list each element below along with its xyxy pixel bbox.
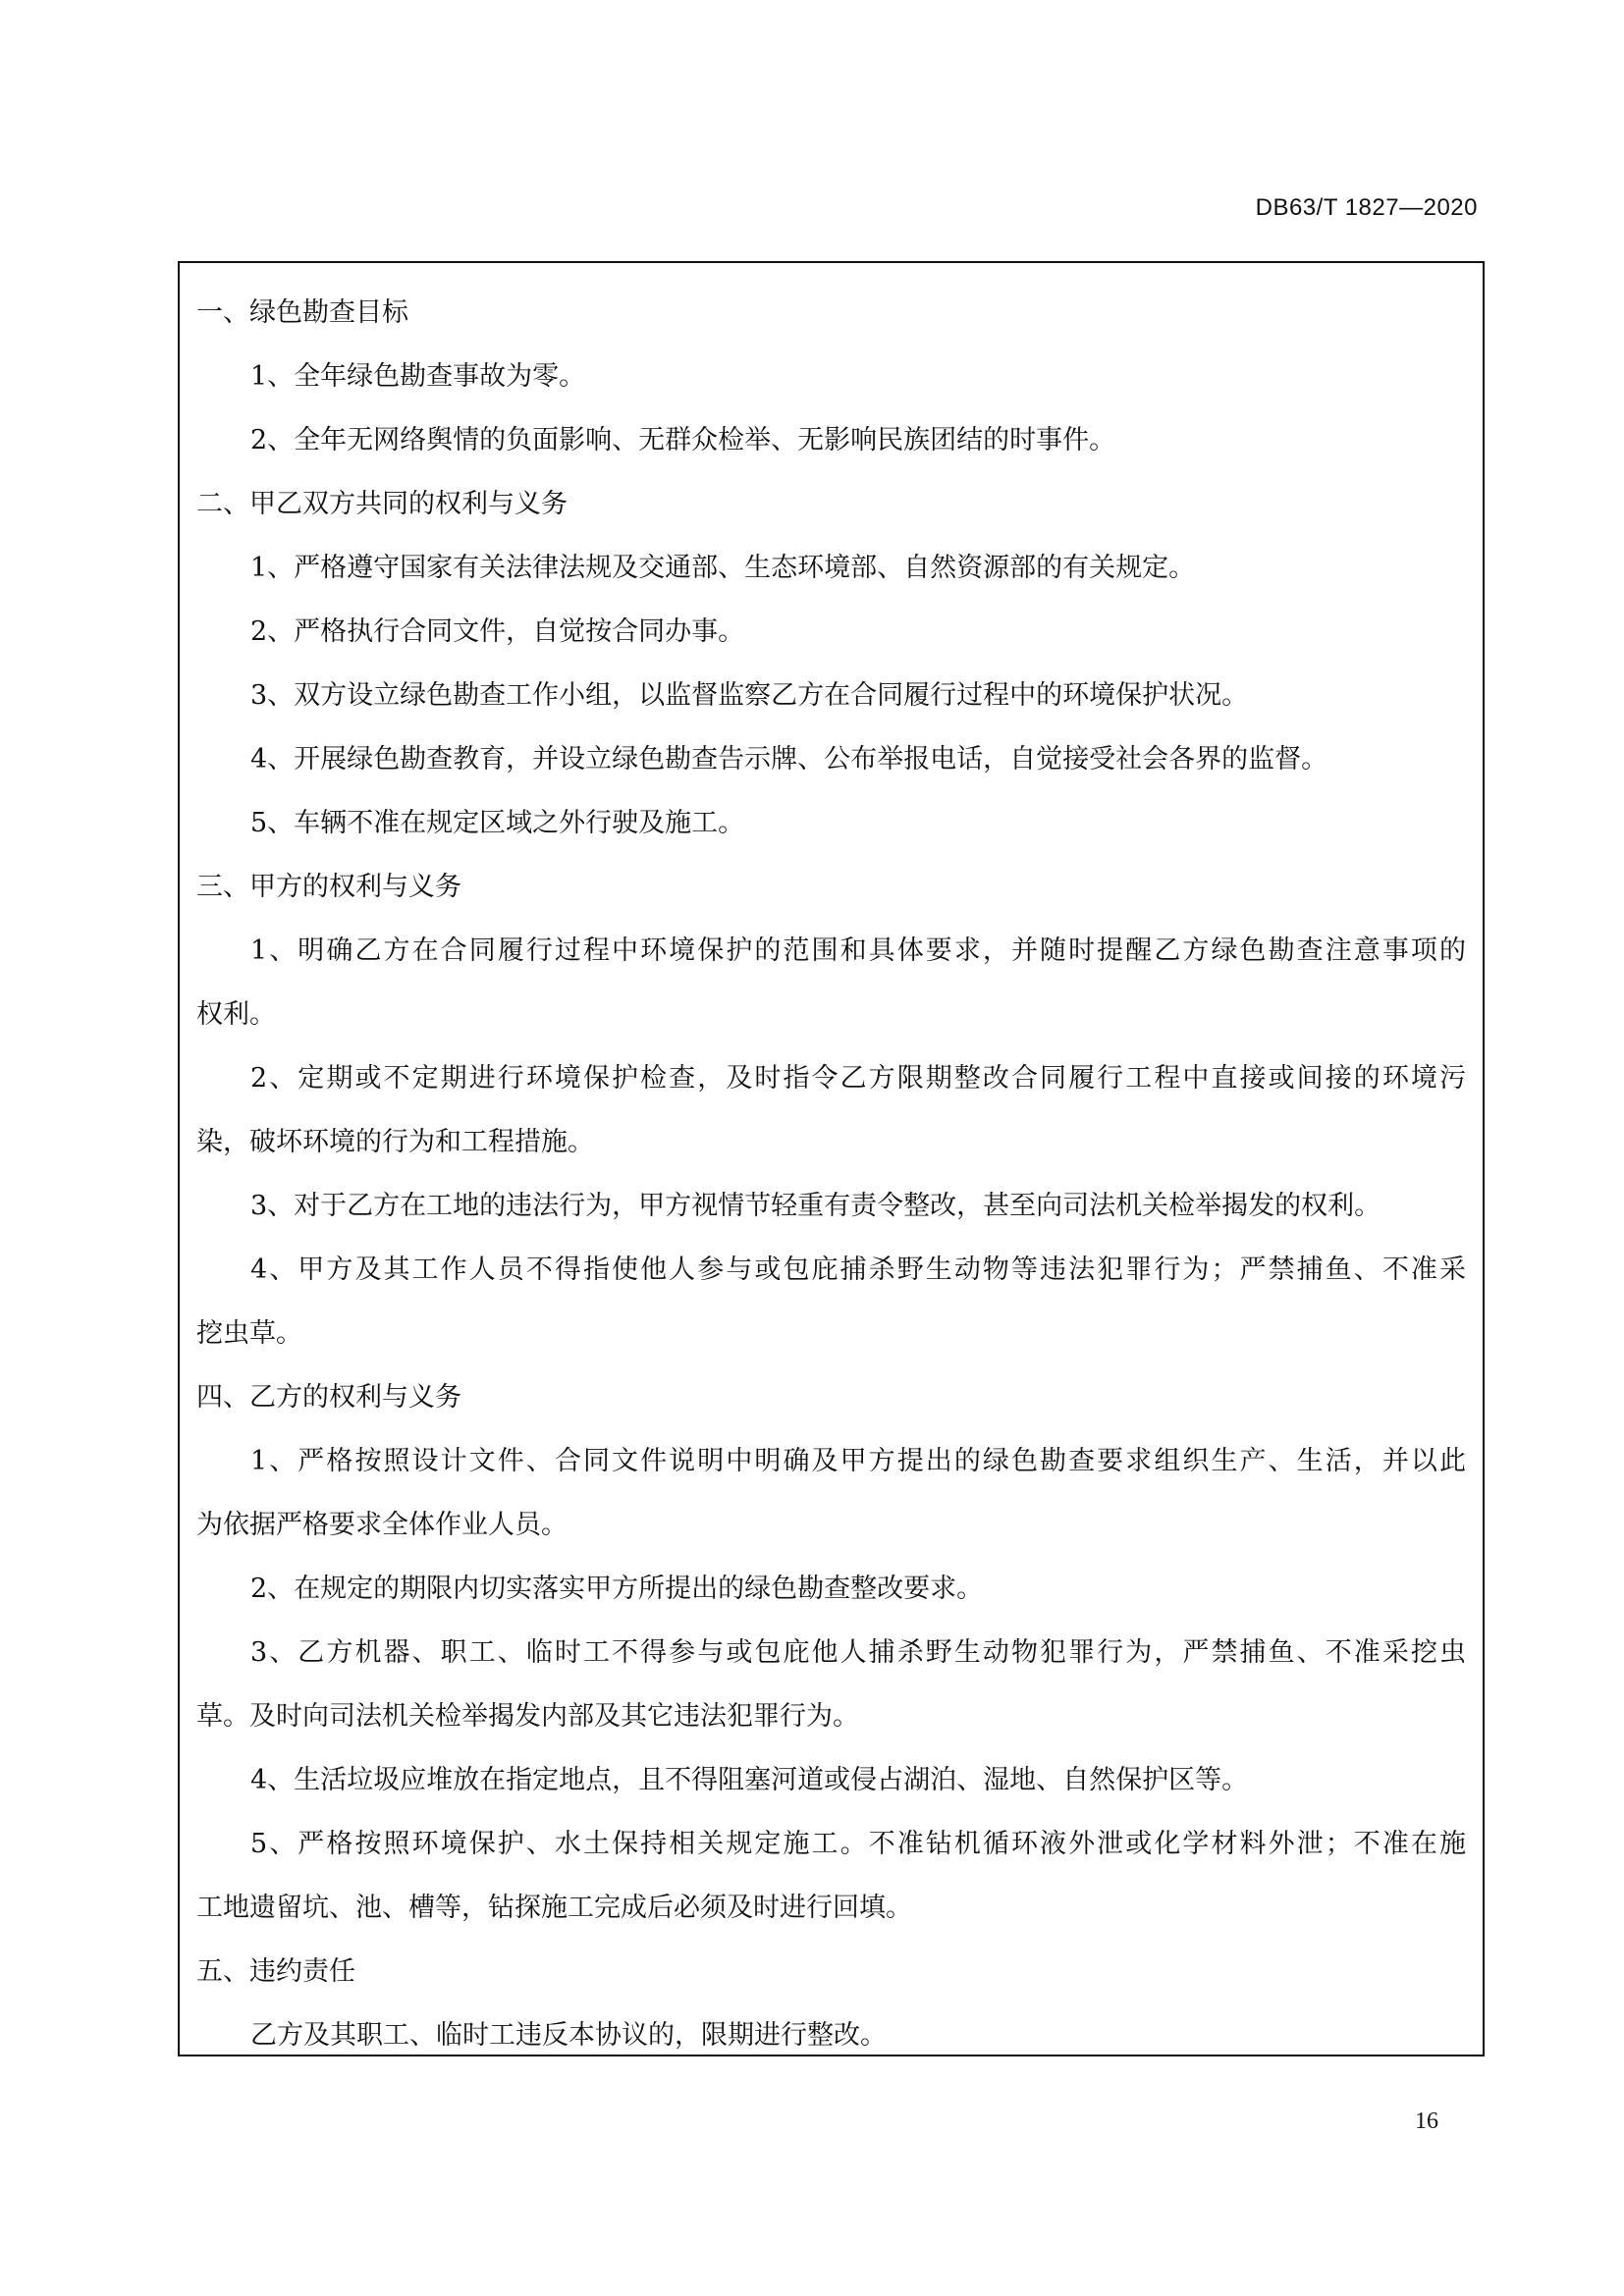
party-a-item-2-line-1: 2、定期或不定期进行环境保护检查，及时指令乙方限期整改合同履行工程中直接或间接的环境污	[250, 1063, 1466, 1094]
party-b-item-1-line-1: 1、严格按照设计文件、合同文件说明中明确及甲方提出的绿色勘查要求组织生产、生活，并以此	[250, 1446, 1466, 1476]
party-b-item-5-line-1: 5、严格按照环境保护、水土保持相关规定施工。不准钻机循环液外泄或化学材料外泄；不准在施	[250, 1829, 1466, 1859]
section-heading-liability: 五、违约责任	[196, 1956, 355, 1987]
party-a-item-4-line-2: 挖虫草。	[196, 1318, 302, 1349]
party-a-item-1-line-1: 1、明确乙方在合同履行过程中环境保护的范围和具体要求，并随时提醒乙方绿色勘查注意事项的	[250, 935, 1466, 966]
section-heading-party-a: 三、甲方的权利与义务	[196, 872, 461, 902]
joint-item-1: 1、严格遵守国家有关法律法规及交通部、生态环境部、自然资源部的有关规定。	[250, 553, 1196, 583]
party-a-item-1-line-2: 权利。	[196, 999, 276, 1030]
joint-item-5: 5、车辆不准在规定区域之外行驶及施工。	[250, 808, 745, 838]
party-b-item-3-line-2: 草。及时向司法机关检举揭发内部及其它违法犯罪行为。	[196, 1701, 859, 1732]
goal-item-2: 2、全年无网络舆情的负面影响、无群众检举、无影响民族团结的时事件。	[250, 425, 1116, 455]
party-a-item-3: 3、对于乙方在工地的违法行为，甲方视情节轻重有责令整改，甚至向司法机关检举揭发的权利。	[250, 1191, 1381, 1221]
party-b-item-4: 4、生活垃圾应堆放在指定地点，且不得阻塞河道或侵占湖泊、湿地、自然保护区等。	[250, 1765, 1249, 1795]
section-heading-goals: 一、绿色勘查目标	[196, 297, 408, 328]
joint-item-3: 3、双方设立绿色勘查工作小组，以监督监察乙方在合同履行过程中的环境保护状况。	[250, 680, 1249, 711]
party-b-item-3-line-1: 3、乙方机器、职工、临时工不得参与或包庇他人捕杀野生动物犯罪行为，严禁捕鱼、不准采挖虫	[250, 1637, 1466, 1668]
page-number: 16	[1415, 2109, 1438, 2134]
party-a-item-4-line-1: 4、甲方及其工作人员不得指使他人参与或包庇捕杀野生动物等违法犯罪行为；严禁捕鱼、不准采	[250, 1255, 1466, 1285]
joint-item-4: 4、开展绿色勘查教育，并设立绿色勘查告示牌、公布举报电话，自觉接受社会各界的监督。	[250, 744, 1328, 774]
liability-item-1: 乙方及其职工、临时工违反本协议的，限期进行整改。	[250, 2020, 887, 2051]
joint-item-2: 2、严格执行合同文件，自觉按合同办事。	[250, 616, 745, 647]
section-heading-party-b: 四、乙方的权利与义务	[196, 1382, 461, 1413]
goal-item-1: 1、全年绿色勘查事故为零。	[250, 361, 586, 392]
section-heading-joint-rights: 二、甲乙双方共同的权利与义务	[196, 489, 568, 519]
party-a-item-2-line-2: 染，破坏环境的行为和工程措施。	[196, 1127, 594, 1157]
agreement-table-frame	[178, 261, 1485, 2056]
party-b-item-2: 2、在规定的期限内切实落实甲方所提出的绿色勘查整改要求。	[250, 1574, 984, 1604]
document-code: DB63/T 1827—2020	[1255, 194, 1478, 221]
party-b-item-5-line-2: 工地遗留坑、池、槽等，钻探施工完成后必须及时进行回填。	[196, 1893, 912, 1923]
party-b-item-1-line-2: 为依据严格要求全体作业人员。	[196, 1510, 568, 1540]
